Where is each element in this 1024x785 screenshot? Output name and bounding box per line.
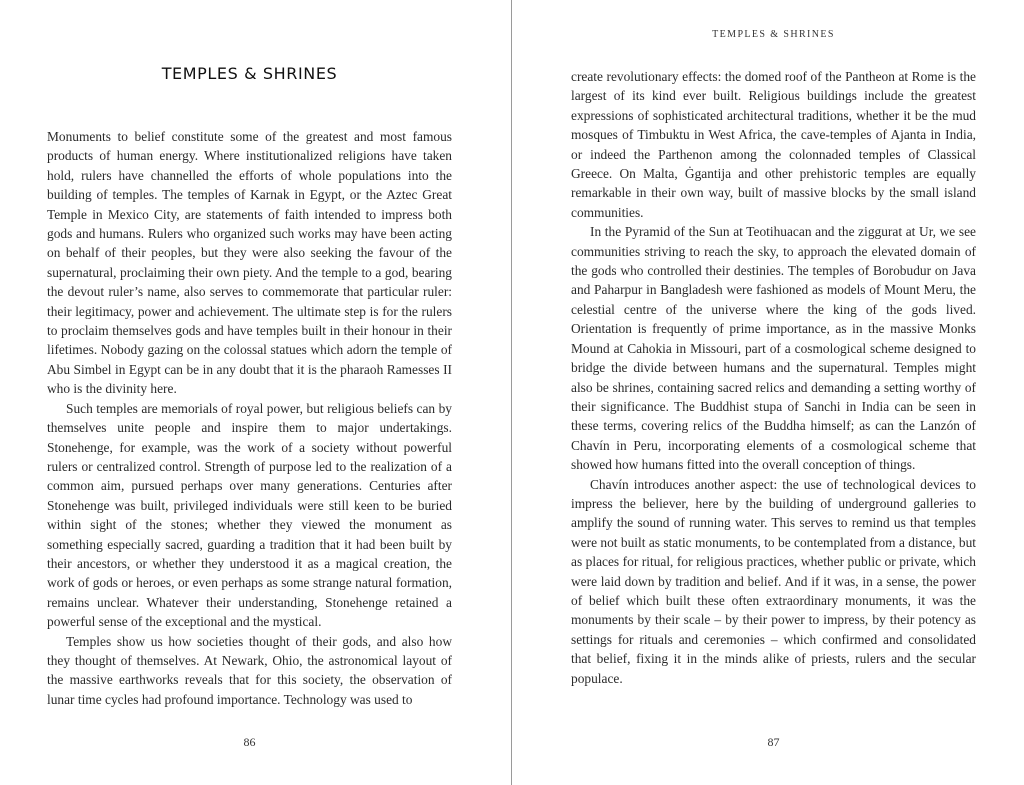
running-head: TEMPLES & SHRINES [712, 29, 835, 40]
paragraph: In the Pyramid of the Sun at Teotihuacan and the ziggurat at Ur, we see communities striving to reach the sky, to approach the elevated domain of the gods who controlled their destinies. The temples of Borobudur on Java and Paharpur in Bangladesh were fashioned as models of Mount Meru, the celestial centre of the universe where the king of the gods lived. Orientation is frequently of prime importance, as in the massive Monks Mound at Cahokia in Missouri, part of a cosmological scheme designed to bridge the divide between humans and the supernatural. Temples might also be shrines, containing sacred relics and demanding a setting worthy of their significance. The Buddhist stupa of Sanchi in India can be seen in these terms, covering relics of the Buddha himself; as can the Lanzón of Chavín in Peru, incorporating elements of a cosmological scheme that showed how humans fitted into the overall conception of things. [571, 224, 976, 473]
right-page [512, 0, 1024, 785]
paragraph: Monuments to belief constitute some of the greatest and most famous products of human energy. Where institutionalized religions have taken hold, rulers have channelled the efforts of whole populations into the building of temples. The temples of Karnak in Egypt, or the Aztec Great Temple in Mexico City, are statements of faith intended to impress both gods and humans. Rulers who organized such works may have been acting on behalf of their peoples, but they were also seeking the favour of the supernatural, proclaiming their own piety. And the temple to a god, bearing the devout ruler’s name, also serves to commemorate that particular ruler: their legitimacy, power and achievement. The ultimate step is for the rulers to proclaim themselves gods and have temples built in their honour in their lifetimes. Nobody gazing on the colossal statues which adorn the temple of Abu Simbel in Egypt can be in any doubt that it is the pharaoh Ramesses II who is the divinity here. [47, 129, 452, 397]
paragraph: Such temples are memorials of royal power, but religious beliefs can by themselves unite people and inspire them to major undertakings. Stonehenge, for example, was the work of a society without powerful rulers or centralized control. Strength of purpose led to the realization of a common aim, pursued perhaps over many generations. Centuries after Stonehenge was built, privileged individuals were still keen to be buried within sight of the stones; whether they viewed the monument as something especially sacred, guarding a tradition that it had been built by their ancestors, or whether they understood it as a magical creation, the work of gods or heroes, or even perhaps as some strange natural formation, remains unclear. Whatever their understanding, Stonehenge retained a powerful sense of the exceptional and the mystical. [47, 400, 452, 630]
chapter-title: TEMPLES & SHRINES [161, 64, 338, 83]
paragraph: create revolutionary effects: the domed roof of the Pantheon at Rome is the largest of its kind ever built. Religious buildings include the greatest expressions of sophisticated architectural traditions, whether it be the mud mosques of Timbuktu in West Africa, the cave-temples of Ajanta in India, or indeed the Parthenon among the colonnaded temples of Classical Greece. On Malta, Ġgantija and other prehistoric temples are equally remarkable in their own way, built of massive blocks by the small island communities. [571, 69, 976, 220]
right-page-body [571, 67, 976, 688]
left-page-body [47, 127, 452, 709]
page-number: 87 [767, 735, 780, 749]
paragraph: Chavín introduces another aspect: the use of technological devices to impress the believer, here by the building of underground galleries to amplify the sound of running water. This serves to remind us that temples were not built as static monuments, to be contemplated from a distance, but as places for ritual, for religious practices, whether public or private, which were laid down by tradition and belief. And if it was, in a sense, the power of belief which built these often extraordinary monuments, it was the monuments by their scale – by their power to impress, by their potency as settings for rituals and ceremonies – which confirmed and consolidated that belief, fixing it in the minds alike of priests, rulers and the secular populace. [571, 476, 976, 686]
left-page [0, 0, 511, 785]
page-number: 86 [243, 735, 256, 749]
paragraph: Temples show us how societies thought of their gods, and also how they thought of themselves. At Newark, Ohio, the astronomical layout of the massive earthworks reveals that for this society, the observation of lunar time cycles had profound importance. Technology was used to [47, 633, 452, 707]
